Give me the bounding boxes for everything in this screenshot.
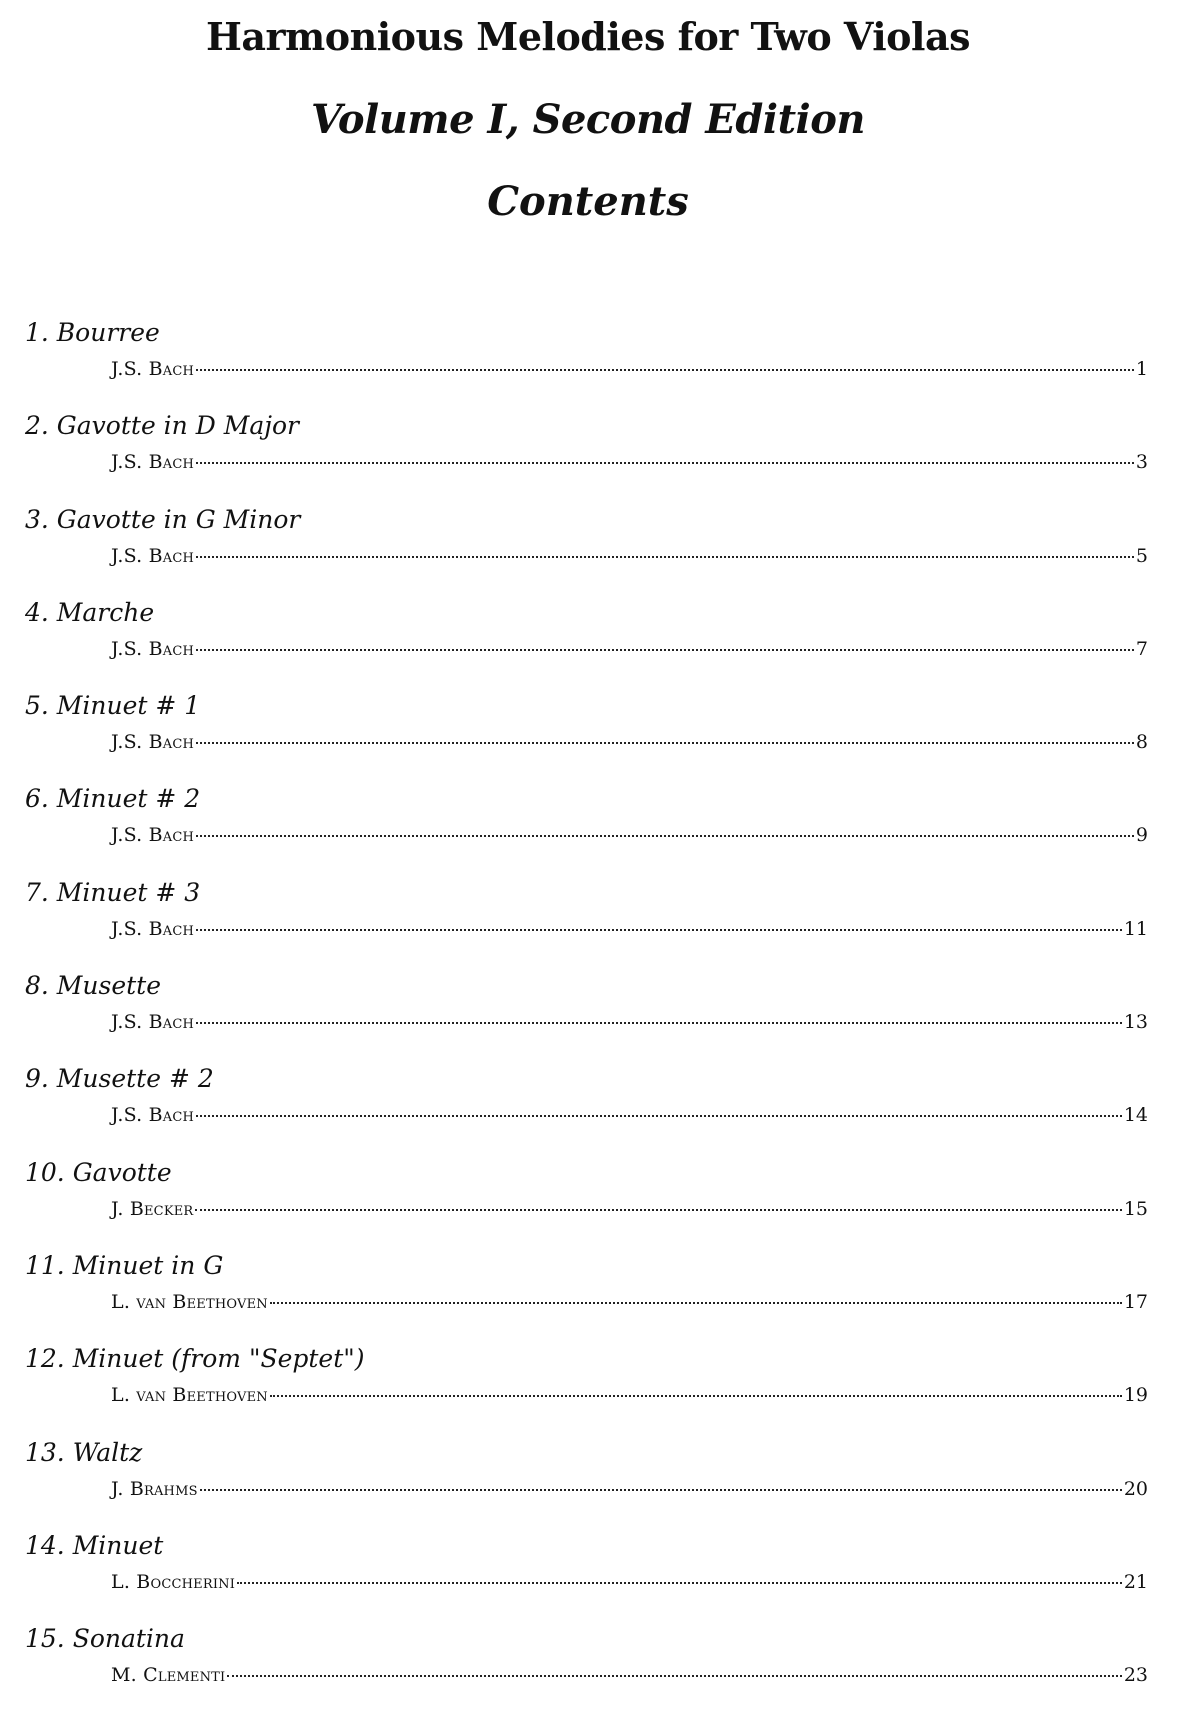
page-number: 3 — [1135, 451, 1148, 474]
table-of-contents — [0, 316, 1200, 1715]
page-number: 9 — [1135, 824, 1148, 847]
page-number: 21 — [1123, 1570, 1148, 1593]
piece-title: 13. Waltz — [25, 1437, 143, 1467]
dot-leader — [196, 1114, 1122, 1117]
toc-entry[interactable] — [0, 1622, 1200, 1715]
document-title: Harmonious Melodies for Two Violas — [206, 14, 970, 59]
composer-line — [111, 822, 1148, 848]
piece-title: 12. Minuet (from "Septet") — [25, 1344, 365, 1374]
page-number: 14 — [1123, 1104, 1148, 1127]
composer-line — [111, 1289, 1148, 1315]
toc-entry[interactable] — [0, 1156, 1200, 1249]
dot-leader — [196, 834, 1134, 837]
composer-line — [111, 543, 1148, 569]
piece-title: 8. Musette — [25, 971, 162, 1001]
composer-name: J.S. Bach — [111, 358, 195, 380]
dot-leader — [237, 1581, 1122, 1584]
composer-name: J.S. Bach — [111, 731, 195, 754]
composer-line — [111, 636, 1148, 662]
toc-entry[interactable] — [0, 782, 1200, 875]
composer-name: J.S. Bach — [111, 451, 195, 474]
composer-name: J.S. Bach — [111, 824, 195, 847]
composer-name: L. Boccherini — [111, 1570, 236, 1593]
composer-line — [111, 449, 1148, 475]
piece-title: 7. Minuet # 3 — [25, 877, 201, 907]
toc-entry[interactable] — [0, 876, 1200, 969]
composer-name: J. Becker — [111, 1197, 194, 1220]
composer-name: L. van Beethoven — [111, 1384, 268, 1407]
composer-name: M. Clementi — [111, 1664, 226, 1687]
composer-name: J.S. Bach — [111, 544, 195, 567]
dot-leader — [200, 1488, 1122, 1491]
page-number: 15 — [1123, 1197, 1148, 1220]
toc-entry[interactable] — [0, 689, 1200, 782]
piece-title: 1. Bourree — [25, 318, 160, 347]
composer-line — [111, 1662, 1148, 1688]
composer-name: J.S. Bach — [111, 1011, 195, 1034]
piece-title: 4. Marche — [25, 597, 155, 627]
dot-leader — [227, 1674, 1121, 1677]
toc-entry[interactable] — [0, 503, 1200, 596]
dot-leader — [196, 1021, 1122, 1024]
piece-title: 11. Minuet in G — [25, 1250, 224, 1280]
composer-line — [111, 1382, 1148, 1408]
toc-entry[interactable] — [0, 409, 1200, 502]
piece-title: 15. Sonatina — [25, 1624, 185, 1654]
toc-entry[interactable] — [0, 969, 1200, 1062]
page-number: 5 — [1135, 544, 1148, 567]
composer-line — [111, 1102, 1148, 1128]
page-number: 20 — [1123, 1477, 1148, 1500]
dot-leader — [196, 928, 1122, 931]
page-number: 11 — [1123, 917, 1148, 940]
piece-title: 10. Gavotte — [25, 1157, 172, 1187]
composer-name: J.S. Bach — [111, 1104, 195, 1127]
page-number: 7 — [1135, 637, 1148, 660]
dot-leader — [270, 1301, 1122, 1304]
contents-heading: Contents — [487, 178, 689, 225]
composer-line — [111, 1196, 1148, 1222]
toc-entry[interactable] — [0, 316, 1200, 409]
composer-line — [111, 356, 1148, 382]
document-subtitle: Volume I, Second Edition — [310, 96, 865, 143]
piece-title: 14. Minuet — [25, 1530, 164, 1560]
piece-title: 9. Musette # 2 — [25, 1064, 214, 1094]
toc-entry[interactable] — [0, 1249, 1200, 1342]
piece-title: 6. Minuet # 2 — [25, 784, 201, 814]
dot-leader — [196, 648, 1134, 651]
dot-leader — [196, 741, 1134, 744]
page-number: 13 — [1123, 1011, 1148, 1034]
toc-entry[interactable] — [0, 1529, 1200, 1622]
dot-leader — [270, 1394, 1122, 1397]
piece-title: 5. Minuet # 1 — [25, 691, 201, 721]
page-number: 17 — [1123, 1290, 1148, 1313]
dot-leader — [196, 461, 1134, 464]
dot-leader — [196, 368, 1134, 371]
dot-leader — [196, 555, 1134, 558]
composer-name: J.S. Bach — [111, 637, 195, 660]
piece-title: 2. Gavotte in D Major — [25, 411, 299, 441]
toc-entry[interactable] — [0, 1062, 1200, 1155]
composer-name: J.S. Bach — [111, 917, 195, 940]
composer-name: J. Brahms — [111, 1477, 198, 1500]
toc-entry[interactable] — [0, 596, 1200, 689]
composer-line — [111, 1476, 1148, 1502]
piece-title: 3. Gavotte in G Minor — [25, 504, 301, 534]
composer-line — [111, 916, 1148, 942]
toc-entry[interactable] — [0, 1436, 1200, 1529]
page-number: 1 — [1135, 358, 1148, 380]
toc-entry[interactable] — [0, 1342, 1200, 1435]
dot-leader — [195, 1208, 1121, 1211]
composer-name: L. van Beethoven — [111, 1290, 268, 1313]
composer-line — [111, 729, 1148, 755]
page-number: 19 — [1123, 1384, 1148, 1407]
page-number: 8 — [1135, 731, 1148, 754]
page-number: 23 — [1123, 1664, 1148, 1687]
composer-line — [111, 1009, 1148, 1035]
composer-line — [111, 1569, 1148, 1595]
